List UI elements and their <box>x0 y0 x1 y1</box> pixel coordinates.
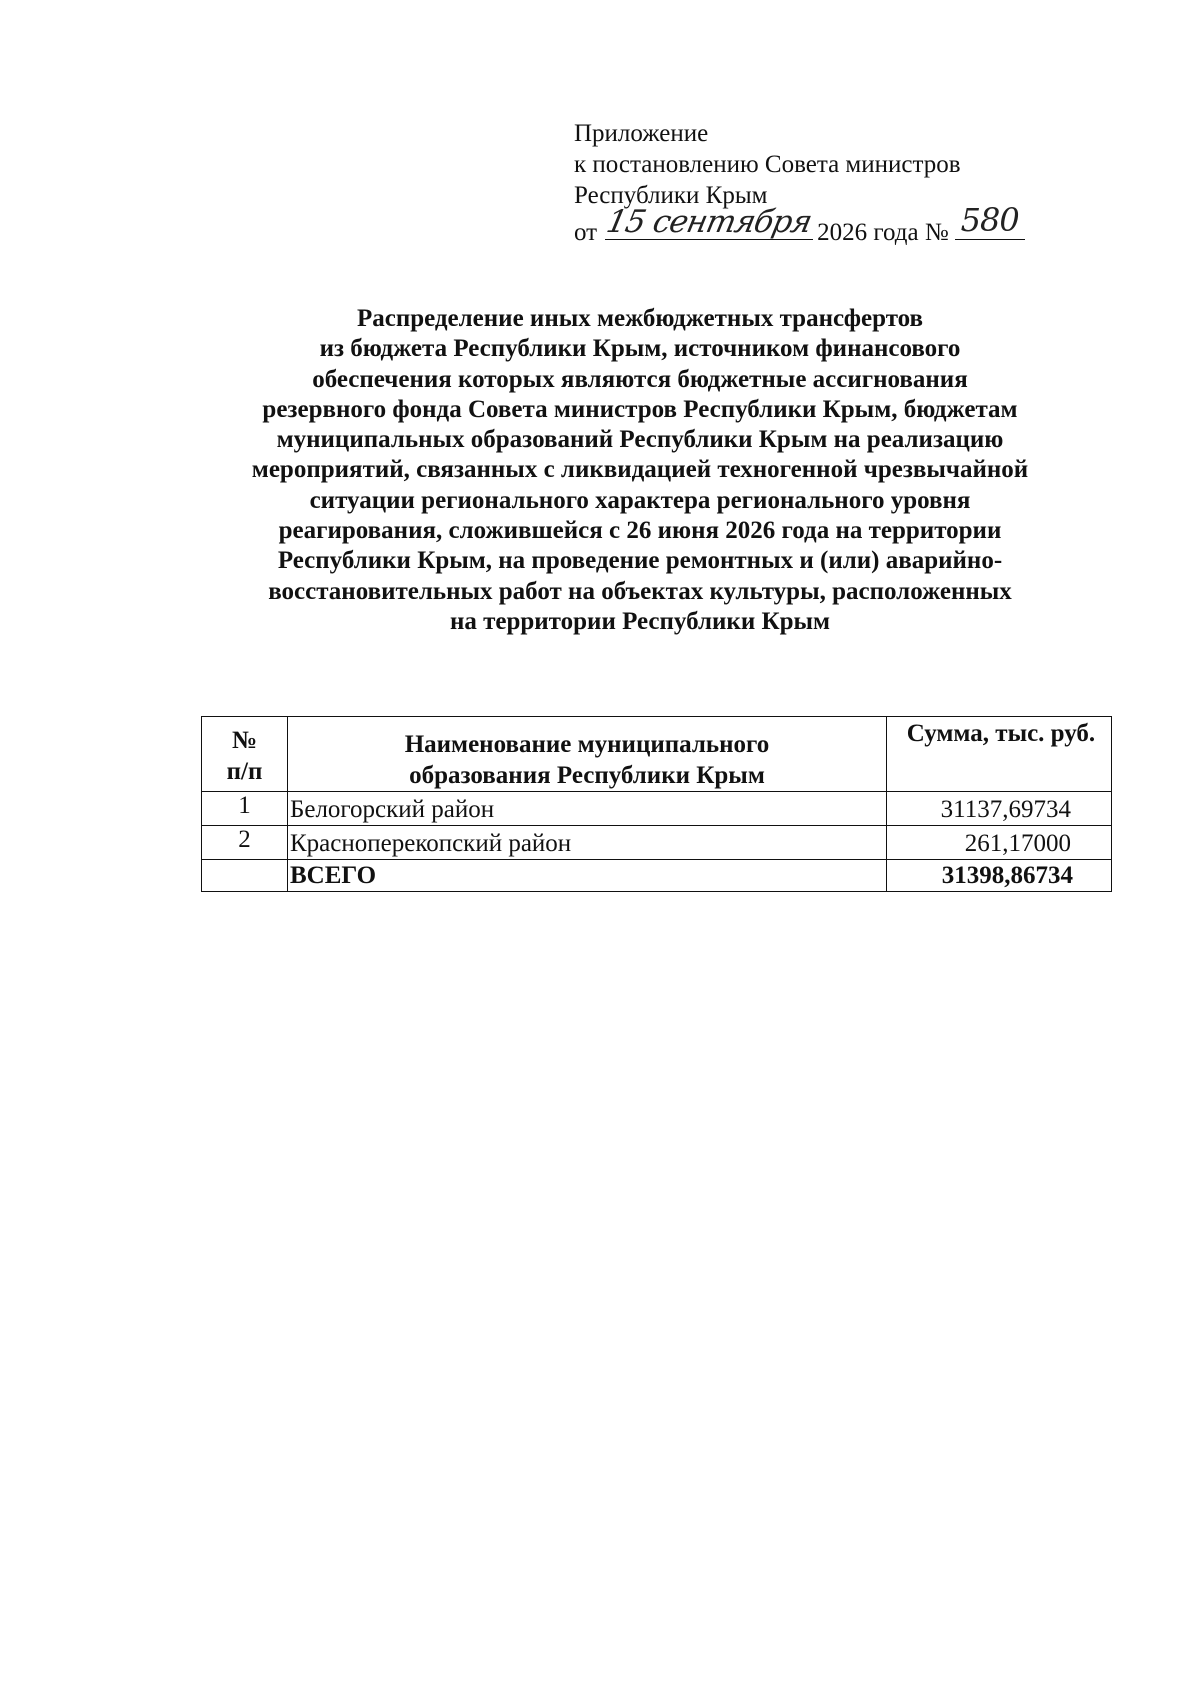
row-number: 1 <box>202 792 288 826</box>
title-line: мероприятий, связанных с ликвидацией техногенной чрезвычайной <box>251 456 1029 484</box>
date-blank <box>603 204 815 240</box>
header-number-symbol: № <box>231 727 258 754</box>
title-line: восстановительных работ на объектах культуры, расположенных <box>268 577 1012 605</box>
title-line: Распределение иных межбюджетных трансфертов <box>356 305 924 332</box>
title-line: из бюджета Республики Крым, источником финансового <box>319 335 961 363</box>
title-line: Республики Крым, на проведение ремонтных и (или) аварийно- <box>277 547 1003 575</box>
header-sum: Сумма, тыс. руб. <box>887 717 1112 792</box>
title-line: реагирования, сложившейся с 26 июня 2026 года на территории <box>278 517 1002 545</box>
total-number-empty <box>202 860 288 892</box>
title-line: обеспечения которых являются бюджетные ассигнования <box>312 365 968 393</box>
document-title <box>160 304 1120 637</box>
row-sum: 261,17000 <box>887 826 1112 860</box>
date-prefix: от <box>574 219 598 246</box>
header-municipality <box>288 717 887 792</box>
header-municipality-line2: образования Республики Крым <box>409 762 765 789</box>
table-header-row <box>202 717 1112 792</box>
distribution-table <box>201 716 1112 892</box>
row-sum: 31137,69734 <box>887 792 1112 826</box>
title-line: ситуации регионального характера регионального уровня <box>309 486 971 514</box>
header-number <box>202 717 288 792</box>
title-line: резервного фонда Совета министров Республики Крым, бюджетам <box>262 395 1018 423</box>
table-row <box>202 826 1112 860</box>
row-number: 2 <box>202 826 288 860</box>
title-line: муниципальных образований Республики Крым на реализацию <box>276 426 1004 454</box>
year-label: 2026 года № <box>817 219 949 246</box>
republic-name: Республики Крым <box>574 182 768 209</box>
header-municipality-line1: Наименование муниципального <box>404 731 770 758</box>
number-blank <box>955 201 1025 240</box>
total-label: ВСЕГО <box>288 860 887 892</box>
header-number-abbr: п/п <box>226 758 263 785</box>
title-line: на территории Республики Крым <box>449 607 831 635</box>
row-municipality: Белогорский район <box>288 792 887 826</box>
resolution-date-line <box>574 201 1025 248</box>
total-sum: 31398,86734 <box>887 860 1112 892</box>
appendix-label: Приложение <box>574 120 709 147</box>
table-total-row <box>202 860 1112 892</box>
resolution-reference: к постановлению Совета министров <box>574 151 961 178</box>
appendix-header <box>574 118 1025 248</box>
row-municipality: Красноперекопский район <box>288 826 887 860</box>
handwritten-number: 580 <box>960 201 1019 239</box>
table-row <box>202 792 1112 826</box>
handwritten-date: 15 сентября <box>603 204 815 240</box>
